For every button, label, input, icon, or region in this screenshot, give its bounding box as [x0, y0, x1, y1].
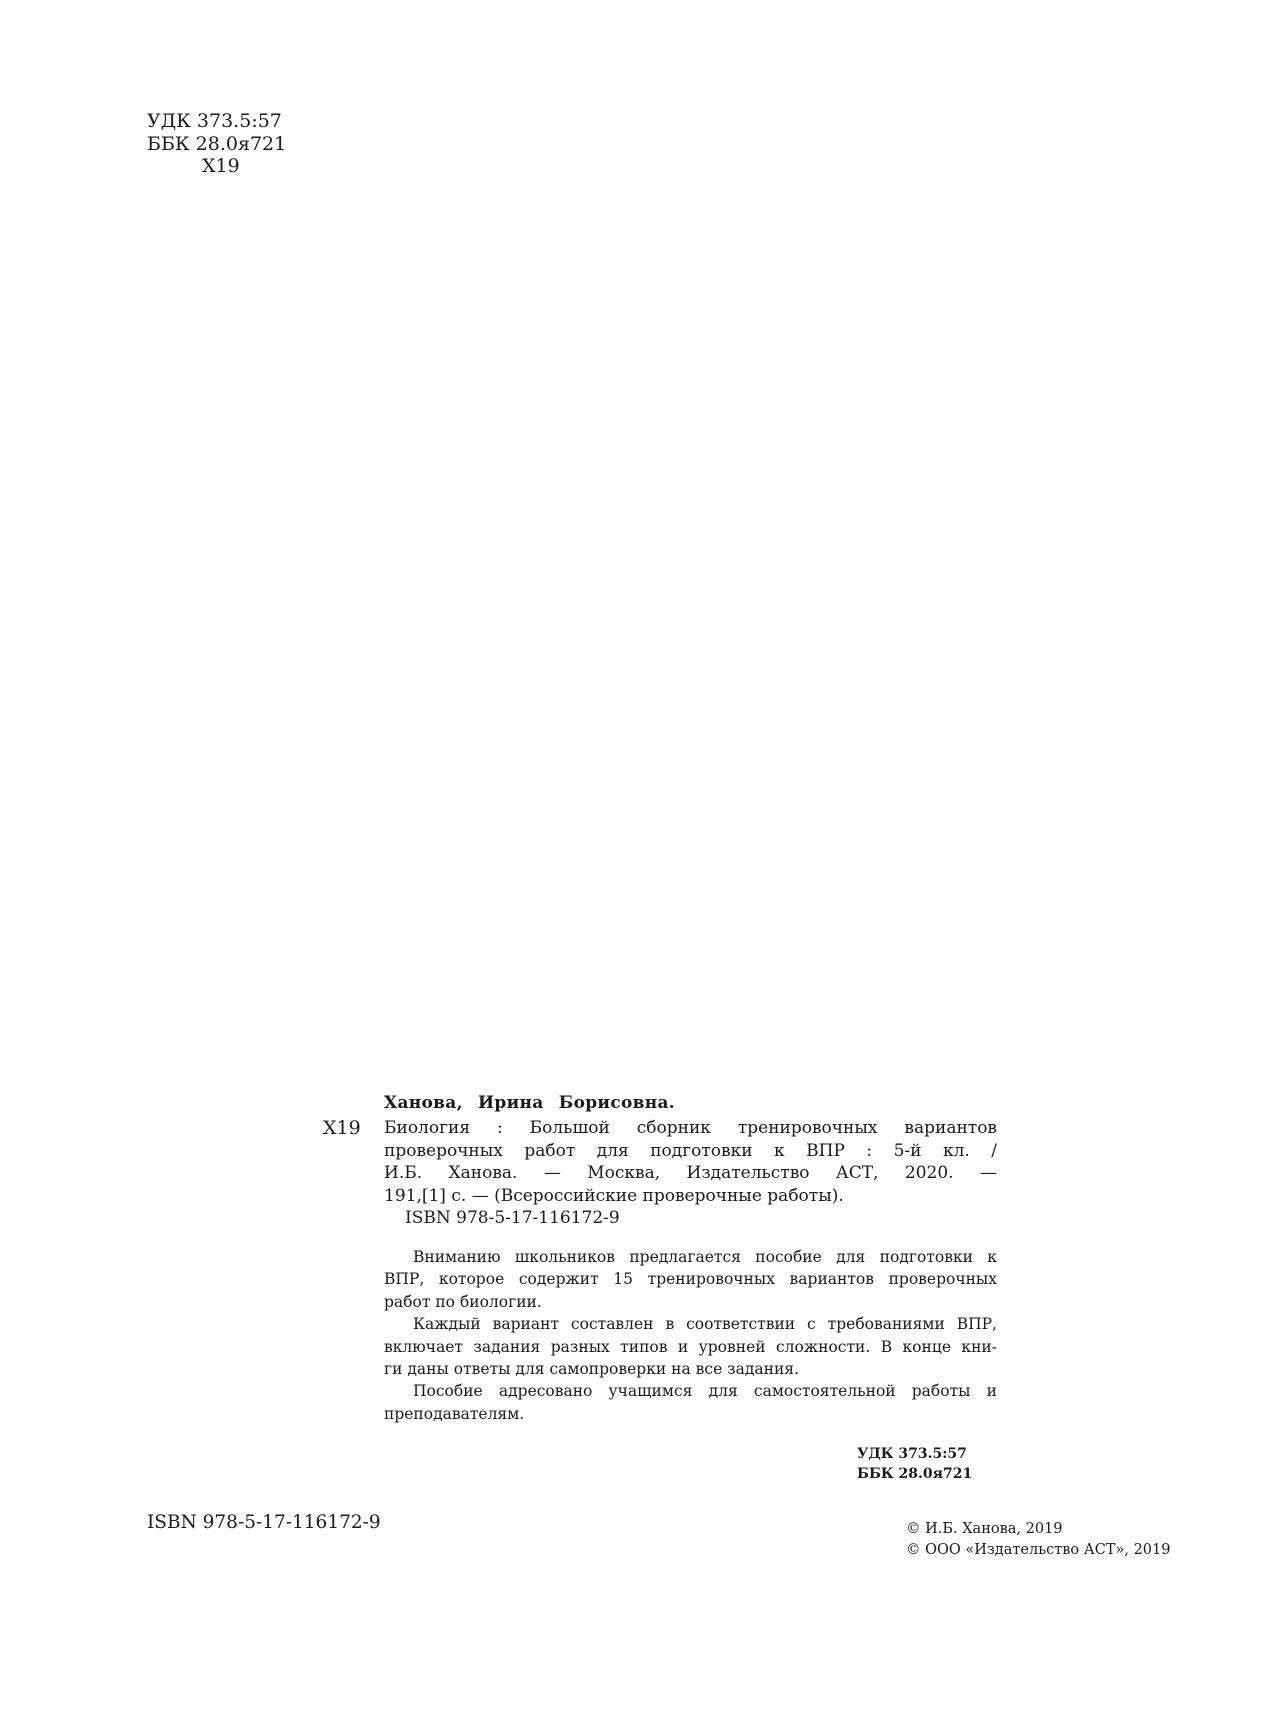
annotation-line: ги даны ответы для самопроверки на все задания.	[384, 1360, 800, 1379]
copyright-author: © И.Б. Ханова, 2019	[906, 1521, 1063, 1537]
annotation	[384, 1246, 997, 1425]
record-isbn: ISBN 978-5-17-116172-9	[405, 1208, 620, 1228]
bbk-code: ББК 28.0я721	[147, 132, 287, 155]
udk-code: УДК 373.5:57	[857, 1446, 967, 1462]
annotation-line: ВПР, которое содержит 15 тренировочных вариантов проверочных	[384, 1270, 997, 1289]
annotation-line: преподавателям.	[384, 1404, 525, 1423]
annotation-line: включает задания разных типов и уровней сложности. В конце кни-	[384, 1337, 997, 1356]
copyright-publisher: © ООО «Издательство АСТ», 2019	[906, 1542, 1171, 1558]
record-description	[384, 1117, 997, 1207]
author-sign: Х19	[202, 155, 240, 177]
annotation-line: Вниманию школьников предлагается пособие для подготовки к	[413, 1248, 997, 1266]
classification-codes-bottom	[857, 1444, 972, 1484]
classification-codes-top	[147, 110, 286, 178]
footer-isbn: ISBN 978-5-17-116172-9	[147, 1512, 381, 1533]
copyright-block	[906, 1519, 1170, 1561]
record-description-line: проверочных работ для подготовки к ВПР : 5-й кл. /	[384, 1140, 997, 1161]
record-author-sign: Х19	[323, 1117, 361, 1139]
bbk-code: ББК 28.0я721	[857, 1466, 973, 1482]
annotation-line: Пособие адресовано учащимся для самостоятельной работы и	[413, 1382, 997, 1401]
udk-code: УДК 373.5:57	[147, 110, 282, 132]
annotation-line: работ по биологии.	[384, 1292, 542, 1311]
annotation-line: Каждый вариант составлен в соответствии с требованиями ВПР,	[413, 1315, 997, 1334]
record-description-line: 191,[1] с. — (Всероссийские проверочные работы).	[384, 1185, 844, 1206]
record-description-line: Биология : Большой сборник тренировочных вариантов	[384, 1118, 997, 1138]
record-author: Ханова, Ирина Борисовна.	[384, 1093, 676, 1113]
record-description-line: И.Б. Ханова. — Москва, Издательство АСТ, 2020. —	[384, 1163, 997, 1183]
